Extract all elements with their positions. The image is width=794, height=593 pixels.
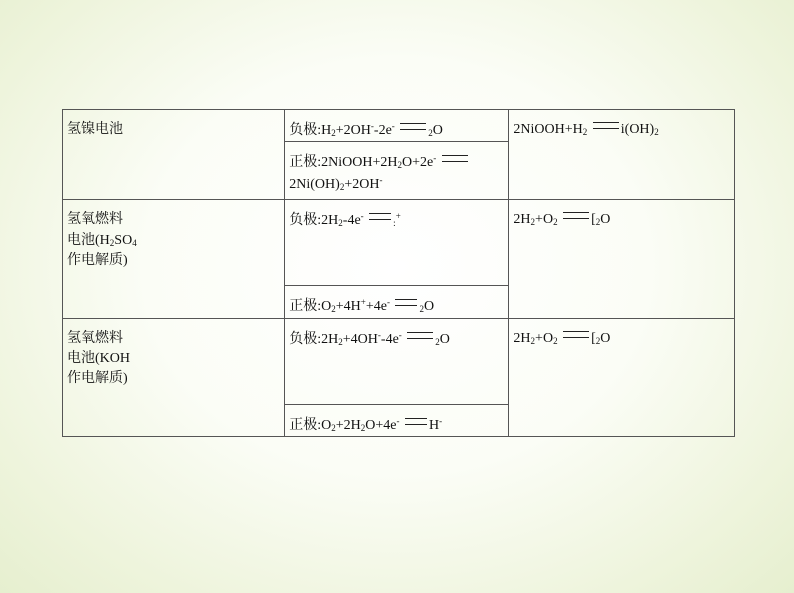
double-line-icon [369,213,391,220]
eq-text: i(OH) [620,122,655,137]
eq-text: +2OH [335,123,371,138]
double-line-icon [400,123,426,130]
eq-frag: [ [591,212,596,228]
eq-text: H [429,417,440,433]
eq-text: 2H [513,212,531,228]
cell-positive-3 [285,404,509,436]
eq-text: O [439,331,450,347]
eq-text: O [600,212,611,228]
cell-overall-3 [509,318,735,436]
eq-sub: 4 [132,237,137,248]
eq-text: O [600,330,611,346]
battery-name: 电池(KOH [67,350,130,366]
battery-name: 氢氧燃料 [67,212,123,228]
eq-sub: 2 [530,217,536,228]
eq-text: +4OH [342,331,378,347]
eq-frag: 2 [419,304,424,315]
eq-text: 2NiOOH+H [513,122,583,137]
double-line-icon [442,155,468,162]
eq-text: +O [535,212,554,228]
cell-battery-name-3 [63,318,285,436]
battery-name: 作电解质) [67,371,128,387]
eq-sub: 2 [595,217,601,228]
eq-sup: - [379,174,383,185]
eq-text: +O [535,330,554,346]
double-line-icon [405,418,427,425]
double-line-icon [563,331,589,338]
eq-sup: + [360,297,366,308]
cell-negative-2 [285,200,509,286]
eq-text: 2H [321,213,339,229]
eq-text: 2Ni(OH) [289,176,340,192]
eq-sub: 2 [530,335,536,346]
eq-sup: - [360,211,364,222]
electrode-label: 正极: [289,299,322,315]
eq-text: +4e [365,299,387,315]
electrode-label: 负极: [289,123,322,138]
eq-sup: - [396,415,400,426]
eq-text: -2e [373,123,392,138]
eq-sup: - [398,329,402,340]
eq-frag: : [393,218,396,229]
eq-sup: - [433,153,437,164]
eq-text: O [321,299,332,315]
cell-battery-name-1 [63,110,285,200]
eq-sub: 2 [339,181,345,192]
eq-text: O [321,417,332,433]
eq-sup: - [439,415,443,426]
eq-sub: 2 [553,335,558,346]
eq-text: 2H [513,330,531,346]
eq-sub: 2 [553,217,558,228]
eq-sup: - [391,121,395,131]
electrode-label: 正极: [289,417,322,433]
eq-sub: 2 [109,237,115,248]
eq-sub: 2 [331,128,336,138]
battery-name: 作电解质) [67,252,128,268]
eq-sup: - [386,297,390,308]
eq-text: +4H [335,299,361,315]
eq-sup: - [370,121,374,131]
double-line-icon [563,212,589,219]
double-line-icon [593,122,619,129]
eq-frag: 2 [435,336,440,347]
eq-sub: 2 [360,422,366,433]
eq-sub: 2 [338,218,343,229]
electrode-label: 正极: [289,155,322,171]
eq-text: -4e [342,213,361,229]
electrode-label: 负极: [289,331,322,347]
eq-text: H [321,123,332,138]
eq-text: +2OH [344,176,380,192]
eq-text: O+4e [365,417,397,433]
eq-text: O+2e [402,155,434,171]
eq-sub: 2 [397,160,402,171]
electrode-label: 负极: [289,213,322,229]
eq-text: O [432,123,443,138]
eq-text: 2NiOOH+2H [321,155,398,171]
eq-frag: 2 [428,128,433,138]
cell-positive-2 [285,286,509,318]
eq-sup: - [377,329,381,340]
eq-sub: 2 [654,127,659,137]
battery-name: 氢氧燃料 [67,330,123,346]
battery-name: 氢镍电池 [67,122,123,137]
battery-table [62,109,735,437]
eq-text: 2H [321,331,339,347]
eq-sub: 2 [338,336,343,347]
cell-overall-1 [509,110,735,200]
double-line-icon [407,332,433,339]
battery-name: SO [114,232,133,248]
battery-name: 电池(H [67,232,110,248]
eq-sub: 2 [331,304,336,315]
cell-negative-3 [285,318,509,404]
cell-overall-2 [509,200,735,318]
cell-positive-1 [285,142,509,200]
eq-text: O [423,299,435,315]
eq-sub: 2 [595,335,601,346]
cell-negative-1 [285,110,509,142]
eq-sub: 2 [582,127,588,137]
double-line-icon [395,299,417,306]
eq-text: +2H [335,417,361,433]
eq-text: -4e [380,331,399,347]
cell-battery-name-2 [63,200,285,318]
eq-frag: [ [591,330,596,346]
eq-sup: + [395,211,401,222]
eq-sub: 2 [331,422,336,433]
